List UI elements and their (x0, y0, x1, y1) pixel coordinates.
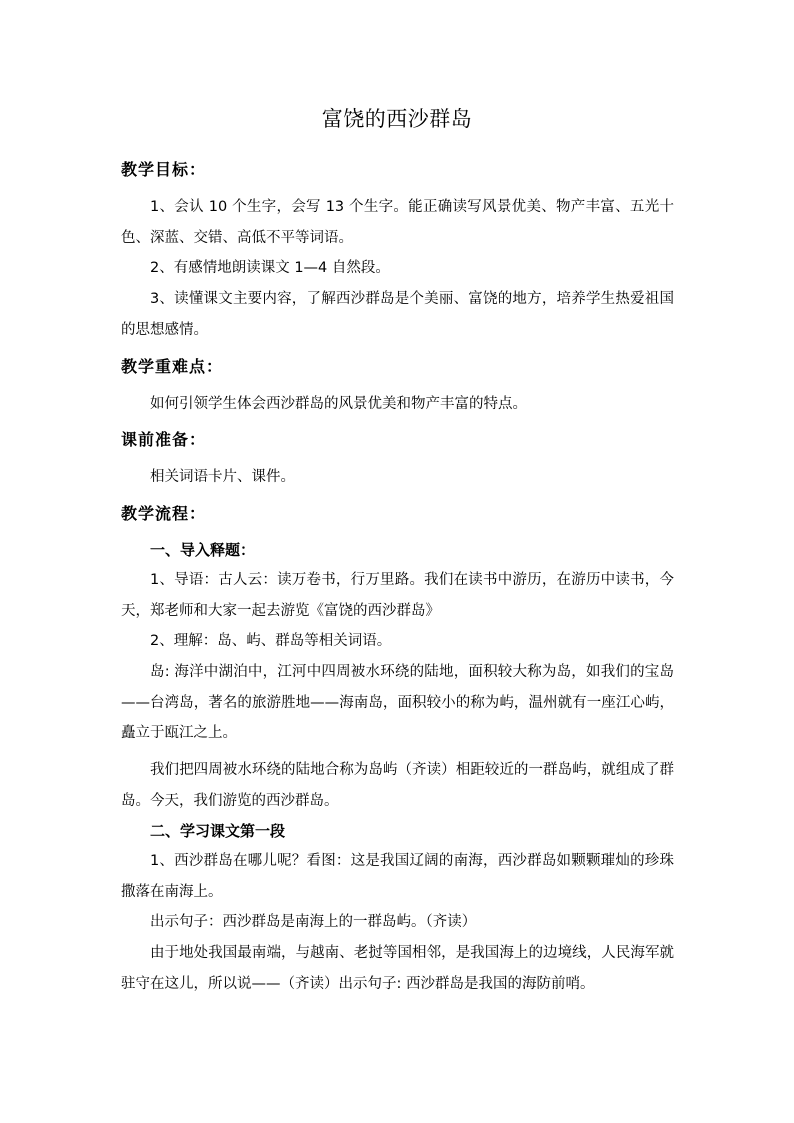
teaching-goals-heading: 教学目标： (121, 160, 207, 179)
preparation-text: 相关词语卡片、课件。 (150, 469, 295, 485)
part-one-paragraph-4: 我们把四周被水环绕的陆地合称为岛屿（齐读）相距较近的一群岛屿，就组成了群岛。今天，我们游览的西沙群岛。 (121, 762, 674, 809)
part-one-heading: 一、导入释题： (150, 541, 256, 559)
part-two-paragraph-1: 1、西沙群岛在哪儿呢？看图：这是我国辽阔的南海，西沙群岛如颗颗璀灿的珍珠撒落在南海上。 (121, 853, 674, 900)
part-two-paragraph-2: 出示句子：西沙群岛是南海上的一群岛屿。（齐读） (150, 914, 477, 930)
goal-item-3: 3、读懂课文主要内容，了解西沙群岛是个美丽、富饶的地方，培养学生热爱祖国的思想感情。 (121, 291, 674, 338)
key-points-heading: 教学重难点： (121, 357, 224, 376)
part-one-paragraph-3: 岛: 海洋中湖泊中，江河中四周被水环绕的陆地，面积较大称为岛，如我们的宝岛——台湾岛，著名的旅游胜地——海南岛，面积较小的称为屿，温州就有一座江心屿，矗立于瓯江之上。 (121, 664, 674, 741)
part-two-paragraph-3: 由于地处我国最南端，与越南、老挝等国相邻，是我国海上的边境线，人民海军就驻守在这儿，所以说——（齐读）出示句子: 西沙群岛是我国的海防前哨。 (121, 945, 674, 992)
key-points-text: 如何引领学生体会西沙群岛的风景优美和物产丰富的特点。 (150, 396, 527, 412)
document-title: 富饶的西沙群岛 (321, 107, 473, 131)
part-one-paragraph-2: 2、理解：岛、屿、群岛等相关词语。 (150, 633, 392, 649)
preparation-heading: 课前准备： (121, 430, 207, 449)
part-one-paragraph-1: 1、导语：古人云：读万卷书，行万里路。我们在读书中游历，在游历中读书，今天，郑老师和大家一起去游览《富饶的西沙群岛》 (121, 572, 674, 619)
goal-item-2: 2、有感情地朗读课文 1—4 自然段。 (150, 260, 390, 276)
part-two-heading: 二、学习课文第一段 (150, 822, 286, 840)
teaching-flow-heading: 教学流程： (121, 504, 207, 523)
goal-item-1: 1、会认 10 个生字，会写 13 个生字。能正确读写风景优美、物产丰富、五光十色、深蓝、交错、高低不平等词语。 (121, 199, 674, 246)
